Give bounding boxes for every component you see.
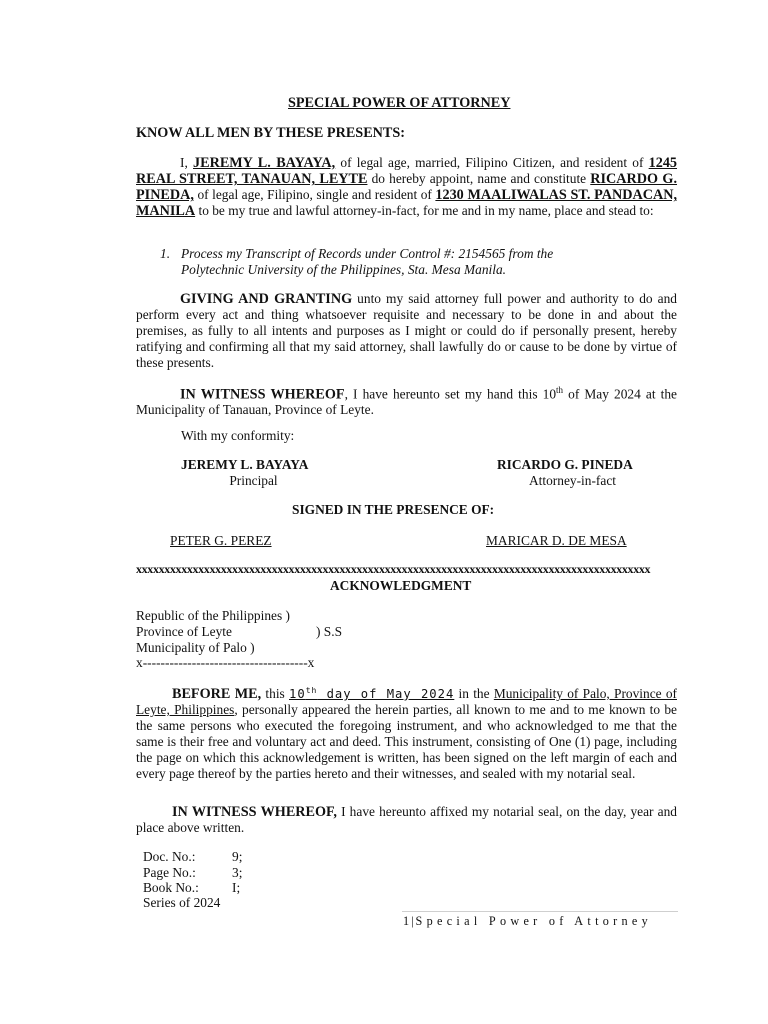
text-run: do hereby appoint, name and constitute: [367, 171, 591, 186]
principal-signature-name: JEREMY L. BAYAYA: [181, 457, 309, 472]
witness-paragraph: [136, 382, 677, 418]
list-item-number: 1.: [160, 246, 171, 261]
page-no-value: 3;: [232, 865, 243, 880]
separator-line: xxxxxxxxxxxxxxxxxxxxxxxxxxxxxxxxxxxxxxxxxxxxxxxxxxxxxxxxxxxxxxxxxxxxxxxxxxxxxxxxxxxxxxxxxxx: [136, 562, 651, 576]
text-run: unto my said attorney full power and authority to do and perform every act and thing whatsoever requisite and necessary to be done in and about the premises, as fully to all intents and purposes as I might or could do if personally present, hereby ratifying and confirming all that my said attorney, shall lawfully do or cause to be done by virtue of these presents.: [136, 291, 678, 370]
principal-name: JEREMY L. BAYAYA,: [193, 155, 336, 171]
text-run: in the: [454, 686, 494, 702]
attorney-role: Attorney-in-fact: [529, 473, 616, 488]
page-no-label: Page No.:: [143, 865, 196, 880]
conformity-text: With my conformity:: [181, 428, 295, 443]
list-item-line-1: Process my Transcript of Records under Control #: 2154565 from the: [181, 246, 554, 261]
list-item-line-2: Polytechnic University of the Philippines, Sta. Mesa Manila.: [181, 262, 507, 277]
notary-witness-lead: IN WITNESS WHEREOF,: [172, 804, 337, 820]
appointment-paragraph: [136, 155, 677, 219]
principal-role: Principal: [229, 473, 278, 488]
venue-line-4: x-------------------------------------x: [136, 655, 315, 670]
presence-heading: SIGNED IN THE PRESENCE OF:: [292, 502, 495, 517]
witness-lead: IN WITNESS WHEREOF: [180, 386, 345, 403]
date-ordinal: th: [305, 686, 318, 695]
principal-address: 1245 REAL STREET, TANAUAN, LEYTE: [136, 155, 678, 187]
footer-page-number: 1: [403, 914, 410, 928]
date-day: 10: [289, 687, 306, 702]
text-run: , personally appeared the herein parties, all known to me and to me known to be the same persons who executed the foregoing instrument, and who acknowledged to me that the same is their free and voluntary act and deed. This instrument, consisting of One (1) page, including the page on which this acknowledgement is written, has been signed on the left margin of each and every page thereof by the parties hereto and their witnesses, and sealed with my notarial seal.: [136, 702, 677, 782]
venue-line-1: Republic of the Philippines ): [136, 608, 290, 623]
venue-line-2-ss: ) S.S: [316, 624, 343, 639]
venue-line-3: Municipality of Palo ): [136, 640, 255, 655]
before-me-paragraph: [136, 683, 677, 782]
attorney-signature-name: RICARDO G. PINEDA: [497, 457, 633, 472]
granting-lead: GIVING AND GRANTING: [180, 291, 353, 307]
attorney-name: RICARDO G. PINEDA,: [136, 171, 678, 203]
text-run: I,: [180, 155, 194, 170]
ordinal-suffix: th: [556, 385, 564, 395]
document-title: SPECIAL POWER OF ATTORNEY: [288, 95, 511, 111]
text-run: this: [261, 686, 290, 702]
date-rest: day of May 2024: [317, 687, 455, 702]
acknowledgment-title: ACKNOWLEDGMENT: [330, 578, 472, 593]
ack-place: Municipality of Palo, Province of Leyte, Philippines: [136, 686, 677, 718]
attorney-address: 1230 MAALIWALAS ST. PANDACAN, MANILA: [136, 187, 677, 219]
intro-heading: KNOW ALL MEN BY THESE PRESENTS:: [136, 125, 405, 141]
text-run: of legal age, Filipino, single and resident of: [193, 187, 436, 202]
footer-rule: [402, 911, 678, 912]
book-no-value: I;: [232, 880, 241, 895]
venue-line-2-label: Province of Leyte: [136, 624, 232, 639]
before-me-lead: BEFORE ME,: [172, 686, 262, 703]
page-footer: [403, 914, 652, 929]
granting-paragraph: [136, 291, 677, 371]
doc-no-label: Doc. No.:: [143, 849, 196, 864]
footer-divider: |: [411, 914, 414, 928]
text-run: of May 2024 at the Municipality of Tanauan, Province of Leyte.: [136, 386, 677, 418]
text-run: to be my true and lawful attorney-in-fact, for me and in my name, place and stead to:: [195, 203, 654, 218]
witness-2-name: MARICAR D. DE MESA: [486, 533, 627, 548]
text-run: of legal age, married, Filipino Citizen, and resident of: [335, 155, 649, 170]
doc-no-value: 9;: [232, 849, 243, 864]
ack-date: [289, 687, 454, 701]
witness-1-name: PETER G. PEREZ: [170, 533, 272, 548]
text-run: , I have hereunto set my hand this 10: [344, 386, 557, 402]
series-text: Series of 2024: [143, 895, 221, 910]
footer-label: Special Power of Attorney: [415, 914, 653, 928]
text-run: I have hereunto affixed my notarial seal, on the day, year and place above written.: [136, 804, 677, 835]
notary-witness-paragraph: [136, 804, 677, 836]
book-no-label: Book No.:: [143, 880, 199, 895]
